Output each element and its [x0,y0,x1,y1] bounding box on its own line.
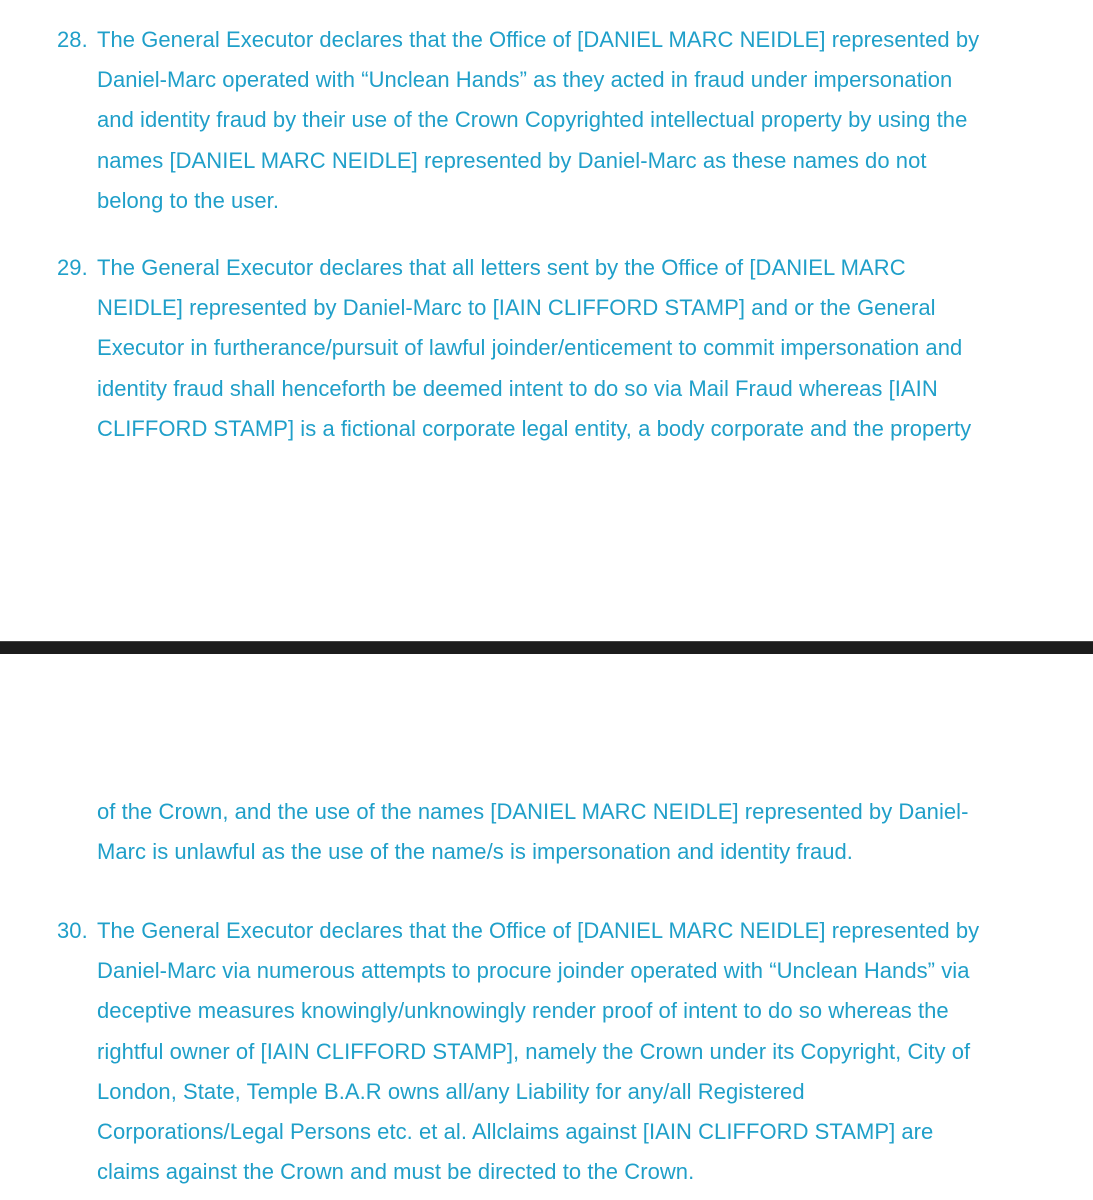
text-line: names [DANIEL MARC NEIDLE] represented by Daniel-Marc as these names do not [97,147,927,173]
text-line: of the Crown, and the use of the names [DANIEL MARC NEIDLE] represented by Daniel- [97,799,969,824]
text-line: claims against the Crown and must be directed to the Crown. [97,1159,695,1185]
paragraph-29 [57,248,1047,449]
text-line: Daniel-Marc via numerous attempts to procure joinder operated with “Unclean Hands” via [97,958,970,984]
text-line: The General Executor declares that all letters sent by the Office of [DANIEL MARC [97,255,906,280]
paragraph-30 [57,911,1047,1192]
paragraph-text [97,20,1047,221]
paragraph-text [97,911,1047,1192]
page-break-divider [0,641,1093,654]
text-line: identity fraud shall henceforth be deemed intent to do so via Mail Fraud whereas [IAIN [97,375,938,401]
text-line: London, State, Temple B.A.R owns all/any Liability for any/all Registered [97,1078,805,1104]
text-line: Marc is unlawful as the use of the name/s is impersonation and identity fraud. [97,839,853,865]
paragraph-28 [57,20,1047,221]
text-line: CLIFFORD STAMP] is a fictional corporate legal entity, a body corporate and the property [97,415,972,441]
text-line: Corporations/Legal Persons etc. et al. Allclaims against [IAIN CLIFFORD STAMP] are [97,1119,934,1145]
paragraph-text [97,792,1047,872]
text-line: deceptive measures knowingly/unknowingly render proof of intent to do so whereas the [97,998,949,1024]
paragraph-number: 28. [57,27,88,52]
paragraph-number: 29. [57,255,88,280]
text-line: NEIDLE] represented by Daniel-Marc to [IAIN CLIFFORD STAMP] and or the General [97,295,936,321]
paragraph-text [97,248,1047,449]
text-line: The General Executor declares that the Office of [DANIEL MARC NEIDLE] represented by [97,918,980,943]
text-line: Daniel-Marc operated with “Unclean Hands” as they acted in fraud under impersonation [97,67,953,93]
text-line: The General Executor declares that the Office of [DANIEL MARC NEIDLE] represented by [97,27,980,52]
text-line: belong to the user. [97,187,279,213]
paragraph-29-continuation [57,792,1047,872]
paragraph-number: 30. [57,918,88,943]
text-line: rightful owner of [IAIN CLIFFORD STAMP], namely the Crown under its Copyright, City of [97,1038,971,1064]
text-line: Executor in furtherance/pursuit of lawful joinder/enticement to commit impersonation and [97,335,963,361]
text-line: and identity fraud by their use of the Crown Copyrighted intellectual property by using the [97,107,968,133]
